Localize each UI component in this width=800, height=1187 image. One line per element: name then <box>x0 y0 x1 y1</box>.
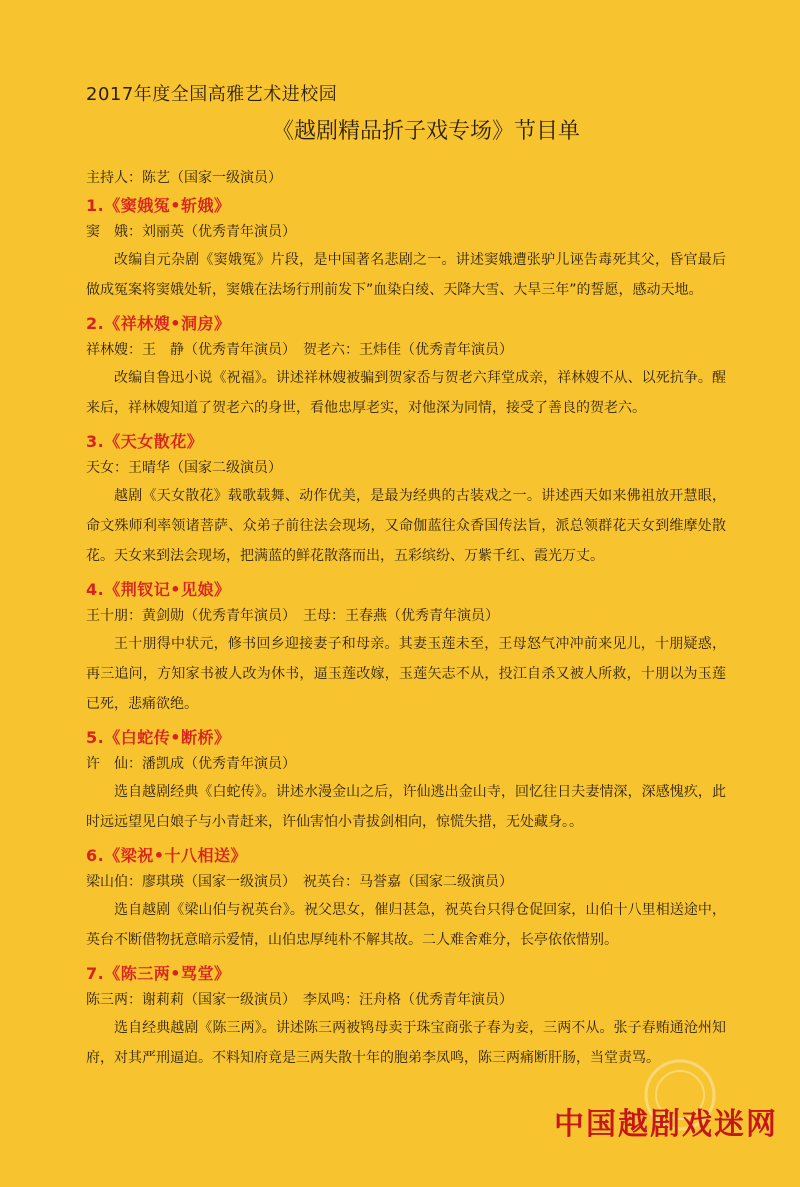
program-item <box>86 961 726 1073</box>
program-item-title: 2.《祥林嫂•洞房》 <box>86 314 231 333</box>
program-item-description: 改编自鲁迅小说《祝福》。讲述祥林嫂被骗到贺家岙与贺老六拜堂成亲，祥林嫂不从、以死抗争。醒来后，祥林嫂知道了贺老六的身世，看他忠厚老实，对他深为同情，接受了善良的贺老六。 <box>86 370 726 416</box>
program-sheet <box>86 70 726 1075</box>
program-item-title: 5.《白蛇传•断桥》 <box>86 728 231 747</box>
program-item-cast: 许 仙：潘凯成（优秀青年演员） <box>86 756 296 772</box>
program-item-description: 选自经典越剧《陈三两》。讲述陈三两被鸨母卖于珠宝商张子春为妾，三两不从。张子春贿通沧州知府，对其严刑逼迫。不料知府竟是三两失散十年的胞弟李凤鸣，陈三两痛断肝肠，当堂责骂。 <box>86 1020 726 1066</box>
program-item-description: 选自越剧经典《白蛇传》。讲述水漫金山之后，许仙逃出金山寺，回忆往日夫妻情深，深感愧疚，此时远远望见白娘子与小青赶来，许仙害怕小青拔剑相向，惊慌失措，无处藏身。。 <box>86 784 726 830</box>
program-item-cast: 梁山伯：廖琪瑛（国家一级演员） 祝英台：马誉嘉（国家二级演员） <box>86 874 513 890</box>
program-item-cast: 窦 娥：刘丽英（优秀青年演员） <box>86 224 296 240</box>
program-item <box>86 725 726 837</box>
event-title: 2017年度全国高雅艺术进校园 <box>86 84 338 105</box>
program-item-cast: 祥林嫂：王 静（优秀青年演员） 贺老六：王炜佳（优秀青年演员） <box>86 342 513 358</box>
program-item-title: 3.《天女散花》 <box>86 432 204 451</box>
program-item-title: 1.《窦娥冤•斩娥》 <box>86 196 231 215</box>
program-item-title: 6.《梁祝•十八相送》 <box>86 846 247 865</box>
program-item <box>86 193 726 305</box>
program-item-description: 选自越剧《梁山伯与祝英台》。祝父思女，催归甚急，祝英台只得仓促回家，山伯十八里相送途中，英台不断借物抚意暗示爱情，山伯忠厚纯朴不解其故。二人难舍难分，长亭依依惜别。 <box>86 902 726 948</box>
program-item-description: 改编自元杂剧《窦娥冤》片段，是中国著名悲剧之一。讲述窦娥遭张驴儿诬告毒死其父，昏官最后做成冤案将窦娥处斩，窦娥在法场行刑前发下”血染白绫、天降大雪、大旱三年”的誓愿，感动天地。 <box>86 252 726 298</box>
program-item <box>86 429 726 571</box>
program-title: 《越剧精品折子戏专场》节目单 <box>271 119 580 144</box>
program-item-cast: 陈三两：谢莉莉（国家一级演员） 李凤鸣：汪舟格（优秀青年演员） <box>86 992 513 1008</box>
program-item <box>86 311 726 423</box>
program-list <box>86 193 726 1073</box>
program-item-description: 王十朋得中状元，修书回乡迎接妻子和母亲。其妻玉莲未至，王母怒气冲冲前来见儿，十朋疑惑，再三追问，方知家书被人改为休书，逼玉莲改嫁，玉莲矢志不从，投江自杀又被人所救，十朋以为玉莲已死，悲痛欲绝。 <box>86 636 726 712</box>
program-item <box>86 843 726 955</box>
program-item-cast: 王十朋：黄剑勋（优秀青年演员） 王母：王春燕（优秀青年演员） <box>86 608 499 624</box>
program-item-cast: 天女：王晴华（国家二级演员） <box>86 460 282 476</box>
program-item-title: 4.《荆钗记•见娘》 <box>86 580 231 599</box>
program-item-title: 7.《陈三两•骂堂》 <box>86 964 231 983</box>
host-line: 主持人：陈艺（国家一级演员） <box>86 170 282 186</box>
program-item <box>86 577 726 719</box>
site-watermark: 中国越剧戏迷网 <box>554 1107 778 1142</box>
program-item-description: 越剧《天女散花》载歌载舞、动作优美，是最为经典的古装戏之一。讲述西天如来佛祖放开慧眼，命文殊师利率领诸菩萨、众弟子前往法会现场，又命伽蓝往众香国传法旨，派总领群花天女到维摩处散花。天女来到法会现场，把满蓝的鲜花散落而出，五彩缤纷、万紫千红、霞光万丈。 <box>86 488 726 564</box>
